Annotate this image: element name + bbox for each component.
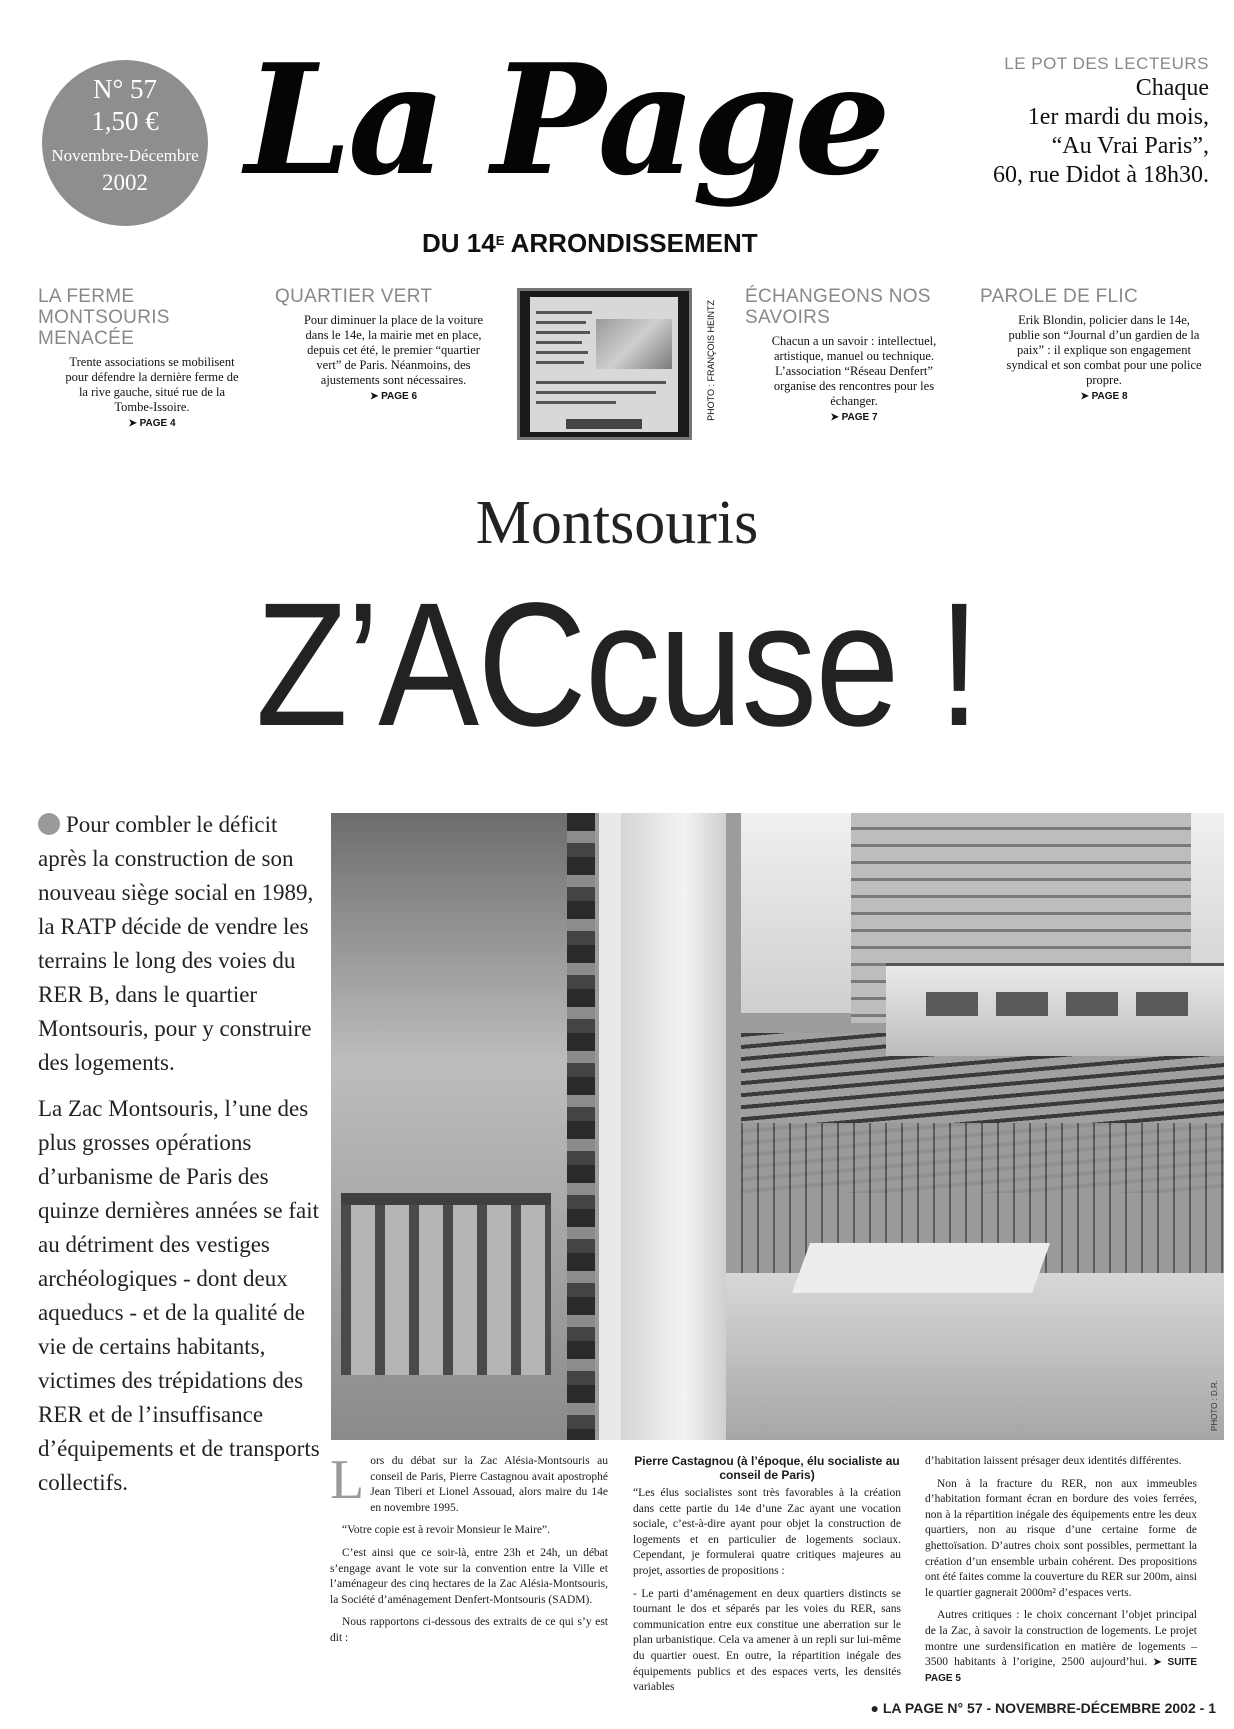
pot-des-lecteurs <box>993 54 1209 190</box>
teaser-text: Pour diminuer la place de la voiture dans le 14e, la mairie met en place, depuis cet été, le premier “quartier vert” de Paris. Néanmoins, des ajustements sont nécessaires. <box>303 313 484 387</box>
headline-kicker: Montsouris <box>475 489 759 557</box>
page-footer: ● LA PAGE N° 57 - NOVEMBRE-DÉCEMBRE 2002 - 1 <box>870 1700 1216 1716</box>
teaser-page-link[interactable]: ➤ PAGE 6 <box>369 391 418 402</box>
subtitle-suffix: ARRONDISSEMENT <box>504 228 758 258</box>
teaser-title: ÉCHANGEONS NOS SAVOIRS <box>745 286 931 328</box>
issue-price: 1,50 € <box>91 106 159 136</box>
issue-number: N° 57 <box>92 74 158 104</box>
main-photo <box>331 813 1224 1440</box>
article-paragraph: “Les élus socialistes sont très favorables à la création dans cette partie du 14e d’une Zac ayant une vocation sociale, c’est-à-dire ayant pour objet la construction de logements et en particulier de logements sociaux. Cependant, je formulerai quatre critiques majeures au projet, assorties de propositions : <box>633 1487 901 1577</box>
pot-line: “Au Vrai Paris”, <box>1051 133 1209 159</box>
article-paragraph: ors du débat sur la Zac Alésia-Montsouris au conseil de Paris, Pierre Castagnou avait apostrophé Jean Tiberi et Lionel Assouad, alors maire du 14e en novembre 1995. <box>370 1455 608 1514</box>
article-column-2 <box>633 1454 901 1703</box>
article-paragraph: C’est ainsi que ce soir-là, entre 23h et 24h, un débat s’engage avant le vote sur la convention entre la Ville et l’aménageur des cinq hectares de la Zac Alésia-Montsouris, la Société d’aménagement Denfert-Montsouris (SADM). <box>330 1546 608 1606</box>
lead-paragraph: La Zac Montsouris, l’une des plus grosses opérations d’urbanisme de Paris des quinze dernières années se fait au détriment des vestiges archéologiques - dont deux aqueducs - et de la qualité de vie de certains habitants, victimes des trépidations des RER et de l’insuffisance d’équipements et de transports collectifs. <box>38 1096 320 1495</box>
subtitle-prefix: DU 14 <box>422 228 496 258</box>
teaser-text: Erik Blondin, policier dans le 14e, publie son “Journal d’un gardien de la paix” : il explique son engagement syndical et son combat pour une police propre. <box>1006 313 1202 387</box>
teaser-parole-de-flic <box>980 286 1210 404</box>
bullet-icon <box>38 813 60 835</box>
teaser-page-link[interactable]: ➤ PAGE 4 <box>128 418 176 429</box>
teaser-page-link[interactable]: ➤ PAGE 7 <box>830 412 878 423</box>
subtitle-sup: E <box>495 233 505 248</box>
teaser-text: Trente associations se mobilisent pour défendre la dernière ferme de la rive gauche, situé rue de la Tombe-Issoire. <box>65 355 239 414</box>
teaser-text: Chacun a un savoir : intellectuel, artistique, manuel ou technique. L’association “Réseau Denfert” organise des rencontres pour les échanger. <box>771 334 937 408</box>
teaser-echangeons <box>745 286 955 425</box>
masthead-subtitle <box>422 228 758 258</box>
pot-line: 60, rue Didot à 18h30. <box>993 162 1209 188</box>
issue-period: Novembre-Décembre <box>51 146 199 165</box>
article-paragraph: “Votre copie est à revoir Monsieur le Maire”. <box>342 1524 550 1537</box>
pot-line: Chaque <box>1135 75 1209 101</box>
teaser-title: QUARTIER VERT <box>275 286 433 307</box>
teaser-quartier-vert <box>275 286 500 404</box>
teaser-page-link[interactable]: ➤ PAGE 8 <box>1080 391 1128 402</box>
article-paragraph: - Le parti d’aménagement en deux quartiers distincts se tournant le dos et séparés par les voies du RER, sans communication entre eux constitue une aberration sur le plan urbanistique. Cela va amener à un repli sur lui-même du quartier ouest. En outre, la répartition inégale des équipements publics et des espaces verts, les densités variables <box>633 1587 901 1694</box>
quartier-vert-photo <box>517 288 692 440</box>
teaser-title: PAROLE DE FLIC <box>980 286 1138 307</box>
headline-main: Z’ACcuse ! <box>255 567 979 763</box>
article-column-1 <box>330 1449 608 1654</box>
article-column-3 <box>925 1454 1197 1693</box>
issue-year: 2002 <box>102 170 148 195</box>
drop-cap: L <box>330 1449 365 1511</box>
main-photo-credit: PHOTO : D.R. <box>1210 1380 1219 1431</box>
pot-line: 1er mardi du mois, <box>1027 104 1209 130</box>
suite-page-link[interactable]: ➤ SUITE PAGE 5 <box>925 1657 1197 1684</box>
teaser-ferme <box>38 286 258 431</box>
masthead-logo: La Page <box>245 30 887 209</box>
thumb-photo-credit: PHOTO : FRANÇOIS HEINTZ <box>706 300 716 421</box>
article-subheading: Pierre Castagnou (à l’époque, élu socialiste au conseil de Paris) <box>634 1454 900 1482</box>
lead-paragraph: Pour combler le déficit après la construction de son nouveau siège social en 1989, la RATP décide de vendre les terrains le long des voies du RER B, dans le quartier Montsouris, pour y construire des logements. <box>38 812 314 1075</box>
teaser-title: LA FERME MONTSOURIS MENACÉE <box>38 286 170 349</box>
article-paragraph: d’habitation laissent présager deux identités différentes. <box>925 1455 1182 1467</box>
article-paragraph: Non à la fracture du RER, non aux immeubles d’habitation formant écran en bordure des voies ferrées, non à la répartition inégale des équipements entre les deux quartiers, non au risque d’une certaine forme de ghettoïsation. D’autres choix sont possibles, permettant la création d’un ensemble urbain cohérent. Des propositions ont été faites comme la couverture du RER sur 200m, ainsi le quartier gagnerait 2000m² d’espaces verts. <box>925 1477 1197 1599</box>
issue-badge <box>42 60 208 226</box>
pot-title: LE POT DES LECTEURS <box>1004 54 1209 73</box>
lead-text <box>38 808 330 1512</box>
article-paragraph: Autres critiques : le choix concernant l’objet principal de la Zac, à savoir la construction de logements. Le projet montre une surdensification en matière de logements – 3500 habitants à l’origine, 2500 aujourd’hui. <box>925 1609 1197 1669</box>
article-paragraph: Nous rapportons ci-dessous des extraits de ce qui s’y est dit : <box>330 1616 608 1644</box>
